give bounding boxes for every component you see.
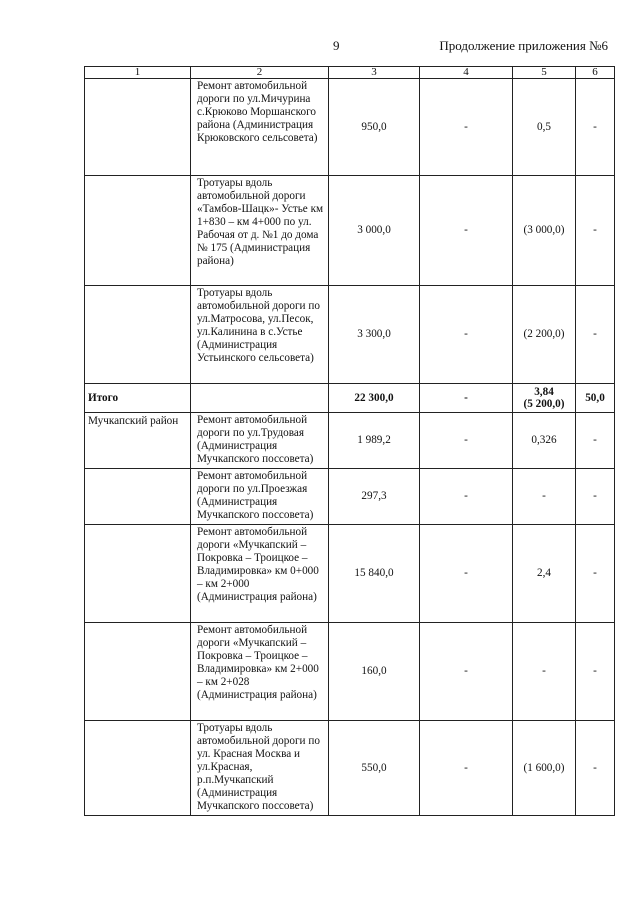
- page-number: 9: [333, 38, 340, 53]
- amount-cell: 950,0: [329, 79, 420, 176]
- table-row: [85, 286, 615, 384]
- value-cell: -: [420, 525, 513, 623]
- value-cell: -: [513, 623, 576, 721]
- column-header: 4: [420, 67, 513, 79]
- value-cell: -: [576, 721, 615, 816]
- table-row: [85, 623, 615, 721]
- value-cell: -: [420, 79, 513, 176]
- value-cell: -: [576, 176, 615, 286]
- object-cell: [191, 384, 329, 413]
- column-header: 1: [85, 67, 191, 79]
- object-cell: Тротуары вдоль автомобильной дороги по ул. Красная Москва и ул.Красная, р.п.Мучкапский (Администрация Мучкапского поссовета): [191, 721, 329, 816]
- table-row: [85, 79, 615, 176]
- table-row: [85, 176, 615, 286]
- value-cell: -: [420, 623, 513, 721]
- table-row: [85, 721, 615, 816]
- total-value: 3,84 (5 200,0): [513, 384, 576, 413]
- value-cell: -: [576, 413, 615, 469]
- total-amount: 22 300,0: [329, 384, 420, 413]
- value-cell: -: [576, 469, 615, 525]
- funding-table: [84, 66, 615, 816]
- total-value: 50,0: [576, 384, 615, 413]
- column-header: 5: [513, 67, 576, 79]
- value-cell: 2,4: [513, 525, 576, 623]
- object-cell: Тротуары вдоль автомобильной дороги «Тамбов-Шацк»- Устье км 1+830 – км 4+000 по ул. Рабочая от д. №1 до дома № 175 (Администрация района): [191, 176, 329, 286]
- value-cell: (1 600,0): [513, 721, 576, 816]
- value-cell: -: [513, 469, 576, 525]
- object-cell: Тротуары вдоль автомобильной дороги по ул.Матросова, ул.Песок, ул.Калинина в с.Устье (Администрация Устьинского сельсовета): [191, 286, 329, 384]
- object-cell: Ремонт автомобильной дороги «Мучкапский – Покровка – Троицкое – Владимировка» км 0+000 – км 2+000 (Администрация района): [191, 525, 329, 623]
- district-cell: [85, 286, 191, 384]
- district-cell: [85, 721, 191, 816]
- value-cell: -: [576, 623, 615, 721]
- value-cell: -: [420, 721, 513, 816]
- value-cell: (2 200,0): [513, 286, 576, 384]
- district-cell: [85, 176, 191, 286]
- amount-cell: 15 840,0: [329, 525, 420, 623]
- district-cell: [85, 623, 191, 721]
- value-cell: -: [420, 469, 513, 525]
- value-cell: -: [576, 79, 615, 176]
- district-cell: [85, 525, 191, 623]
- object-cell: Ремонт автомобильной дороги по ул.Проезжая (Администрация Мучкапского поссовета): [191, 469, 329, 525]
- table-row: [85, 525, 615, 623]
- total-label: Итого: [85, 384, 191, 413]
- amount-cell: 1 989,2: [329, 413, 420, 469]
- object-cell: Ремонт автомобильной дороги по ул.Мичурина с.Крюково Моршанского района (Администрация Крюковского сельсовета): [191, 79, 329, 176]
- table-row: [85, 469, 615, 525]
- district-cell: [85, 469, 191, 525]
- value-cell: -: [420, 176, 513, 286]
- value-cell: -: [576, 286, 615, 384]
- total-value: -: [420, 384, 513, 413]
- amount-cell: 3 300,0: [329, 286, 420, 384]
- column-header: 2: [191, 67, 329, 79]
- amount-cell: 550,0: [329, 721, 420, 816]
- value-cell: -: [420, 286, 513, 384]
- object-cell: Ремонт автомобильной дороги «Мучкапский – Покровка – Троицкое – Владимировка» км 2+000 – км 2+028 (Администрация района): [191, 623, 329, 721]
- object-cell: Ремонт автомобильной дороги по ул.Трудовая (Администрация Мучкапского поссовета): [191, 413, 329, 469]
- value-cell: 0,5: [513, 79, 576, 176]
- value-cell: -: [576, 525, 615, 623]
- total-row: [85, 384, 615, 413]
- column-header: 6: [576, 67, 615, 79]
- table-row: [85, 413, 615, 469]
- district-cell: Мучкапский район: [85, 413, 191, 469]
- amount-cell: 297,3: [329, 469, 420, 525]
- value-cell: 0,326: [513, 413, 576, 469]
- column-header: 3: [329, 67, 420, 79]
- district-cell: [85, 79, 191, 176]
- appendix-continuation-note: Продолжение приложения №6: [439, 38, 608, 53]
- column-number-row: [85, 67, 615, 79]
- value-cell: -: [420, 413, 513, 469]
- amount-cell: 160,0: [329, 623, 420, 721]
- value-cell: (3 000,0): [513, 176, 576, 286]
- amount-cell: 3 000,0: [329, 176, 420, 286]
